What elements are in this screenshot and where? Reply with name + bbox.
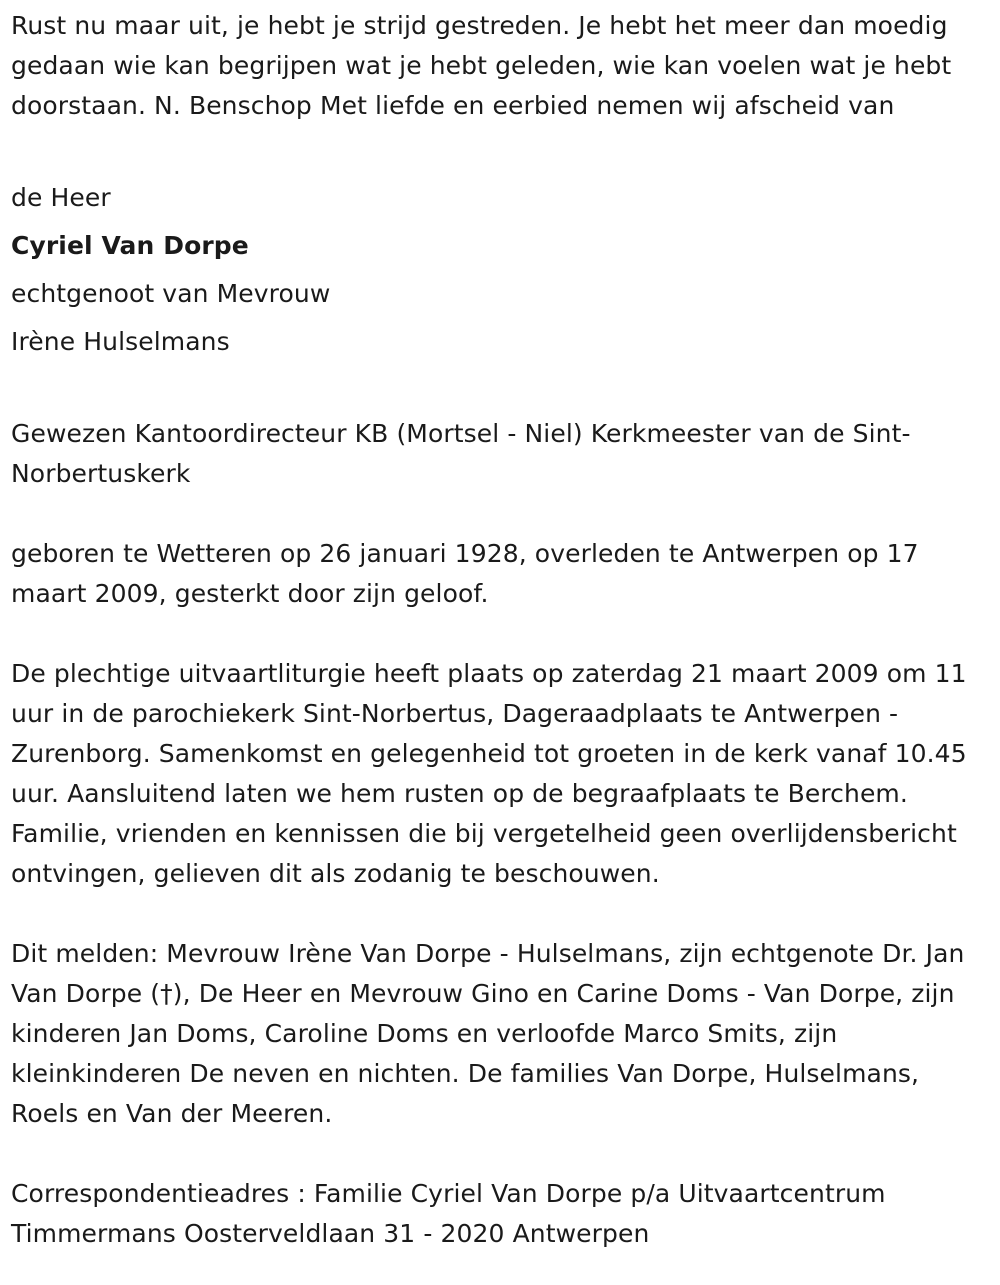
spouse-line-1: echtgenoot van Mevrouw — [11, 279, 331, 308]
family-paragraph: Dit melden: Mevrouw Irène Van Dorpe - Hulselmans, zijn echtgenote Dr. Jan Van Dorpe (†), De Heer en Mevrouw Gino en Carine Doms - Van Dorpe, zijn kinderen Jan Doms, Caroline Doms en verloofde Marco Smits, zijn kleinkinderen De neven en nichten. De families Van Dorpe, Hulselmans, Roels en Van der Meeren. — [11, 939, 965, 1128]
correspondence-paragraph: Correspondentieadres : Familie Cyriel Van Dorpe p/a Uitvaartcentrum Timmermans Oosterveldlaan 31 - 2020 Antwerpen — [11, 1179, 886, 1248]
spacer — [11, 894, 991, 934]
funeral-paragraph: De plechtige uitvaartliturgie heeft plaats op zaterdag 21 maart 2009 om 11 uur in de parochiekerk Sint-Norbertus, Dageraadplaats te Antwerpen - Zurenborg. Samenkomst en gelegenheid tot groeten in de kerk vanaf 10.45 uur. Aansluitend laten we hem rusten op de begraafplaats te Berchem. Familie, vrienden en kennissen die bij vergetelheid geen overlijdensbericht ontvingen, gelieven dit als zodanig te beschouwen. — [11, 659, 967, 888]
spacer — [11, 614, 991, 654]
deceased-name: Cyriel Van Dorpe — [11, 231, 249, 260]
spacer — [11, 494, 991, 534]
birth-death-paragraph: geboren te Wetteren op 26 januari 1928, overleden te Antwerpen op 17 maart 2009, gesterkt door zijn geloof. — [11, 539, 919, 608]
deceased-block — [11, 174, 991, 366]
spacer — [11, 126, 991, 166]
spouse-line-2: Irène Hulselmans — [11, 327, 230, 356]
occupation-paragraph: Gewezen Kantoordirecteur KB (Mortsel - Niel) Kerkmeester van de Sint-Norbertuskerk — [11, 419, 911, 488]
honorific: de Heer — [11, 183, 111, 212]
spacer — [11, 1134, 991, 1174]
intro-paragraph: Rust nu maar uit, je hebt je strijd gestreden. Je hebt het meer dan moedig gedaan wie kan begrijpen wat je hebt geleden, wie kan voelen wat je hebt doorstaan. N. Benschop Met liefde en eerbied nemen wij afscheid van — [11, 11, 952, 120]
obituary-text — [11, 6, 991, 1254]
spacer — [11, 374, 991, 414]
